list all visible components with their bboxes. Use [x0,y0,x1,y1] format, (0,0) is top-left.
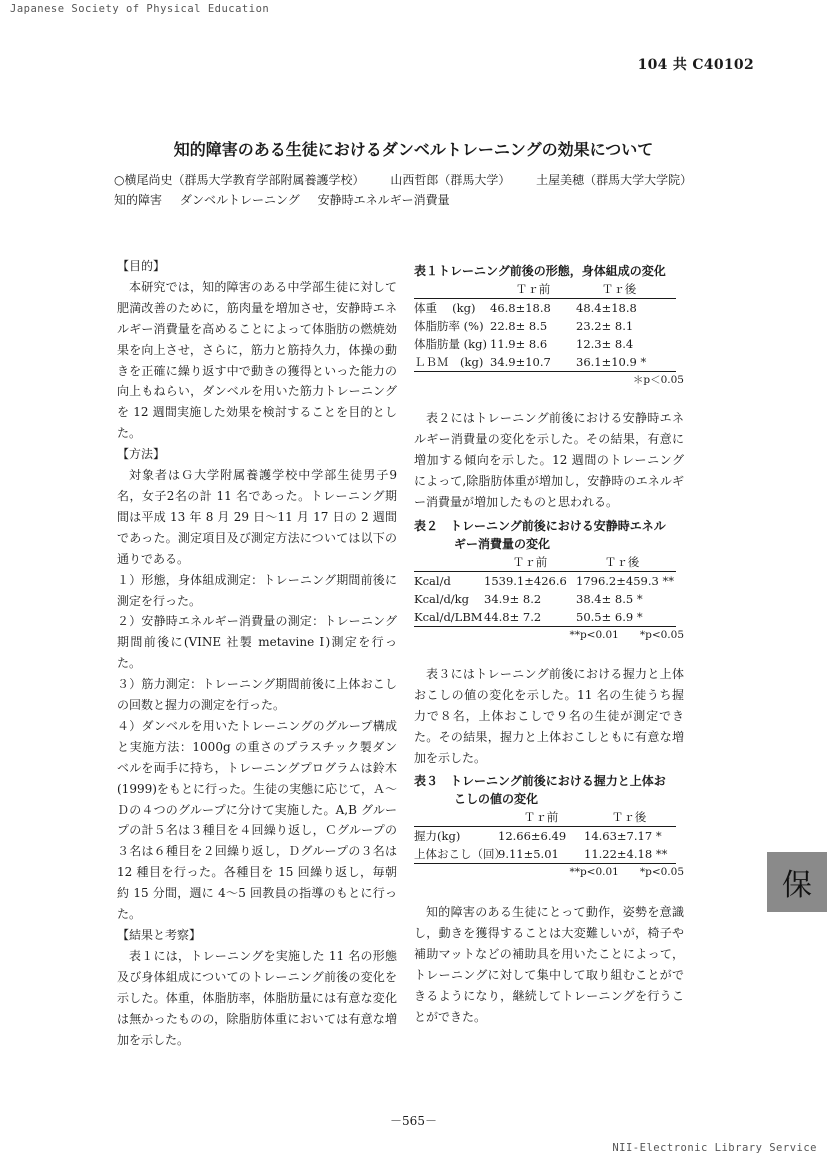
table3-note: **p<0.01 *p<0.05 [569,866,684,878]
section-badge: 保 [767,852,827,912]
table-cell: ＬＢＭ (kg) [414,355,484,369]
table-cell: 上体おこし（回） [414,847,506,861]
table-header-cell: Ｔｒ前 [512,555,548,569]
table-cell: 44.8± 7.2 [484,610,542,624]
table-cell: 12.3± 8.4 [576,337,634,351]
table-cell: 握力(kg) [414,829,461,843]
table-header-cell: Ｔｒ前 [515,282,551,296]
left-column [117,256,397,1050]
table-cell: 38.4± 8.5 * [576,592,643,606]
table-header-cell: Ｔｒ前 [523,810,559,824]
society-header: Japanese Society of Physical Education [10,3,270,15]
author-list [114,171,714,188]
table-row [414,590,676,608]
paper-code: 104 共 C40102 [637,57,754,73]
table-cell: 体重 (kg) [414,301,476,315]
keyword-1: 知的障害 [114,193,163,207]
table-cell: 9.11±5.01 [498,847,559,861]
author-1: ○横尾尚史（群馬大学教育学部附属養護学校） [114,173,365,187]
method-item-3: ３）筋力測定：トレーニング期間前後に上体おこしの回数と握力の測定を行った。 [117,677,397,713]
table2-note: **p<0.01 *p<0.05 [569,629,684,641]
page-number: －565－ [390,1114,437,1128]
para2-block [414,408,684,513]
table1 [414,262,684,388]
author-3: 土屋美穂（群馬大学大学院） [536,173,693,187]
table-header-cell [414,808,498,826]
table-cell: 1796.2±459.3 ** [576,574,674,588]
table-cell: 1539.1±426.6 [484,574,567,588]
table-cell: 46.8±18.8 [490,301,551,315]
table-header-cell: Ｔｒ後 [604,555,640,569]
table-row [414,299,676,317]
table-row [414,317,676,335]
table1-note: ＊p＜0.05 [632,374,684,386]
para4: 知的障害のある生徒にとって動作，姿勢を意識し，動きを獲得することは大変難しいが，椅子や補助マットなどの補助具を用いたことによって，トレーニングに対して集中して取り組むことができるようになり，継続してトレーニングを行うことができた。 [414,905,684,1024]
results-text: 表１には，トレーニングを実施した 11 名の形態及び身体組成についてのトレーニング前後の変化を示した。体重，体脂肪率，体脂肪量には有意な変化は無かったものの，除脂肪体重においては有意な増加を示した。 [117,948,397,1047]
table-cell: 11.22±4.18 ** [584,847,668,861]
table2-caption-line2: ギー消費量の変化 [454,537,551,551]
table-cell: 14.63±7.17 * [584,829,662,843]
table-cell: 36.1±10.9 * [576,355,647,369]
table-row [414,845,676,864]
table-cell: 22.8± 8.5 [490,319,548,333]
method-item-4: ４）ダンベルを用いたトレーニングのグループ構成と実施方法：1000g の重さのプラスチック製ダンベルを両手に持ち，トレーニングプログラムは鈴木(1999)をもとに行った。生徒の実態に応じて，Ａ～Ｄの４つのグループに分けて実施した。A,B グループの計５名は３種目を４回繰り返し，Ｃグループの３名は６種目を２回繰り返し，Ｄグループの３名は 12 種目を行った。各種目を 15 回繰り返し，毎朝約 15 分間，週に 4～5 回教員の指導のもとに行った。 [117,718,397,922]
method-text: 対象者はＧ大学附属養護学校中学部生徒男子9名，女子2名の計 11 名であった。トレーニング期間は平成 13 年 8 月 29 日～11 月 17 日の 2 週間であった。測定項目及び測定方法については以下の通りである。 [117,468,397,566]
table-row [414,335,676,353]
para3-block [414,664,684,769]
table2 [414,517,684,643]
purpose-text: 本研究では，知的障害のある中学部生徒に対して肥満改善のために，筋肉量を増加させ，安静時エネルギー消費量を高めることによって体脂肪の燃焼効果を向上させ，さらに，筋力と筋持久力，体操の動きを正確に繰り返す中で動きの獲得といった能力の向上もねらい，ダンベルを用いた筋力トレーニングを 12 週間実施した効果を検討することを目的とした。 [117,279,397,441]
table1-caption: 表１トレーニング前後の形態，身体組成の変化 [414,264,666,278]
table-cell: 34.9± 8.2 [484,592,542,606]
para2: 表２にはトレーニング前後における安静時エネルギー消費量の変化を示した。その結果，有意に増加する傾向を示した。12 週間のトレーニングによって,除脂肪体重が増加し，安静時のエネルギー消費量が増加したものと思われる。 [414,411,684,509]
para4-block [414,902,684,1027]
table-cell: 体脂肪率 (%) [414,319,484,333]
table-cell: 48.4±18.8 [576,301,637,315]
author-2: 山西哲郎（群馬大学） [390,173,511,187]
method-heading: 【方法】 [117,447,166,462]
table-row [414,353,676,372]
table3-caption-line2: こしの値の変化 [454,792,539,806]
table-cell: 34.9±10.7 [490,355,551,369]
table-cell: Kcal/d/LBM [414,610,483,624]
table3-caption-line1: 表３ トレーニング前後における握力と上体お [414,774,666,788]
table-row [414,608,676,627]
table-header-cell [414,553,484,571]
table-cell: 体脂肪量 (kg) [414,337,487,351]
table-cell: 50.5± 6.9 * [576,610,643,624]
table-row [414,572,676,590]
para3: 表３にはトレーニング前後における握力と上体おこしの値の変化を示した。11 名の生徒うち握力で８名，上体おこしで９名の生徒が測定できた。その結果，握力と上体おこしともに有意な増加を示した。 [414,667,684,765]
keyword-list [114,191,464,208]
table2-caption-line1: 表２ トレーニング前後における安静時エネル [414,519,666,533]
method-item-1: １）形態，身体組成測定：トレーニング期間前後に測定を行った。 [117,572,397,608]
table2-header-row [414,553,676,572]
keyword-2: ダンベルトレーニング [179,193,300,207]
table-cell: 23.2± 8.1 [576,319,634,333]
table3 [414,772,684,880]
results-heading: 【結果と考察】 [117,928,202,942]
table-cell: 11.9± 8.6 [490,337,548,351]
table-header-cell: Ｔｒ後 [611,810,647,824]
table-header-cell [414,280,490,298]
method-item-2: ２）安静時エネルギー消費量の測定：トレーニング期間前後に(VINE 社製 metavine Ⅰ)測定を行った。 [117,614,397,671]
purpose-heading: 【目的】 [117,259,166,273]
table-cell: Kcal/d [414,574,451,588]
table-cell: 12.66±6.49 [498,829,567,843]
table-cell: Kcal/d/kg [414,592,470,606]
paper-title: 知的障害のある生徒におけるダンベルトレーニングの効果について [173,140,654,159]
keyword-3: 安静時エネルギー消費量 [317,193,450,207]
library-footer: NII-Electronic Library Service [612,1142,817,1154]
table-header-cell: Ｔｒ後 [601,282,637,296]
table1-header-row [414,280,676,299]
table3-header-row [414,808,676,827]
table-row [414,827,676,845]
